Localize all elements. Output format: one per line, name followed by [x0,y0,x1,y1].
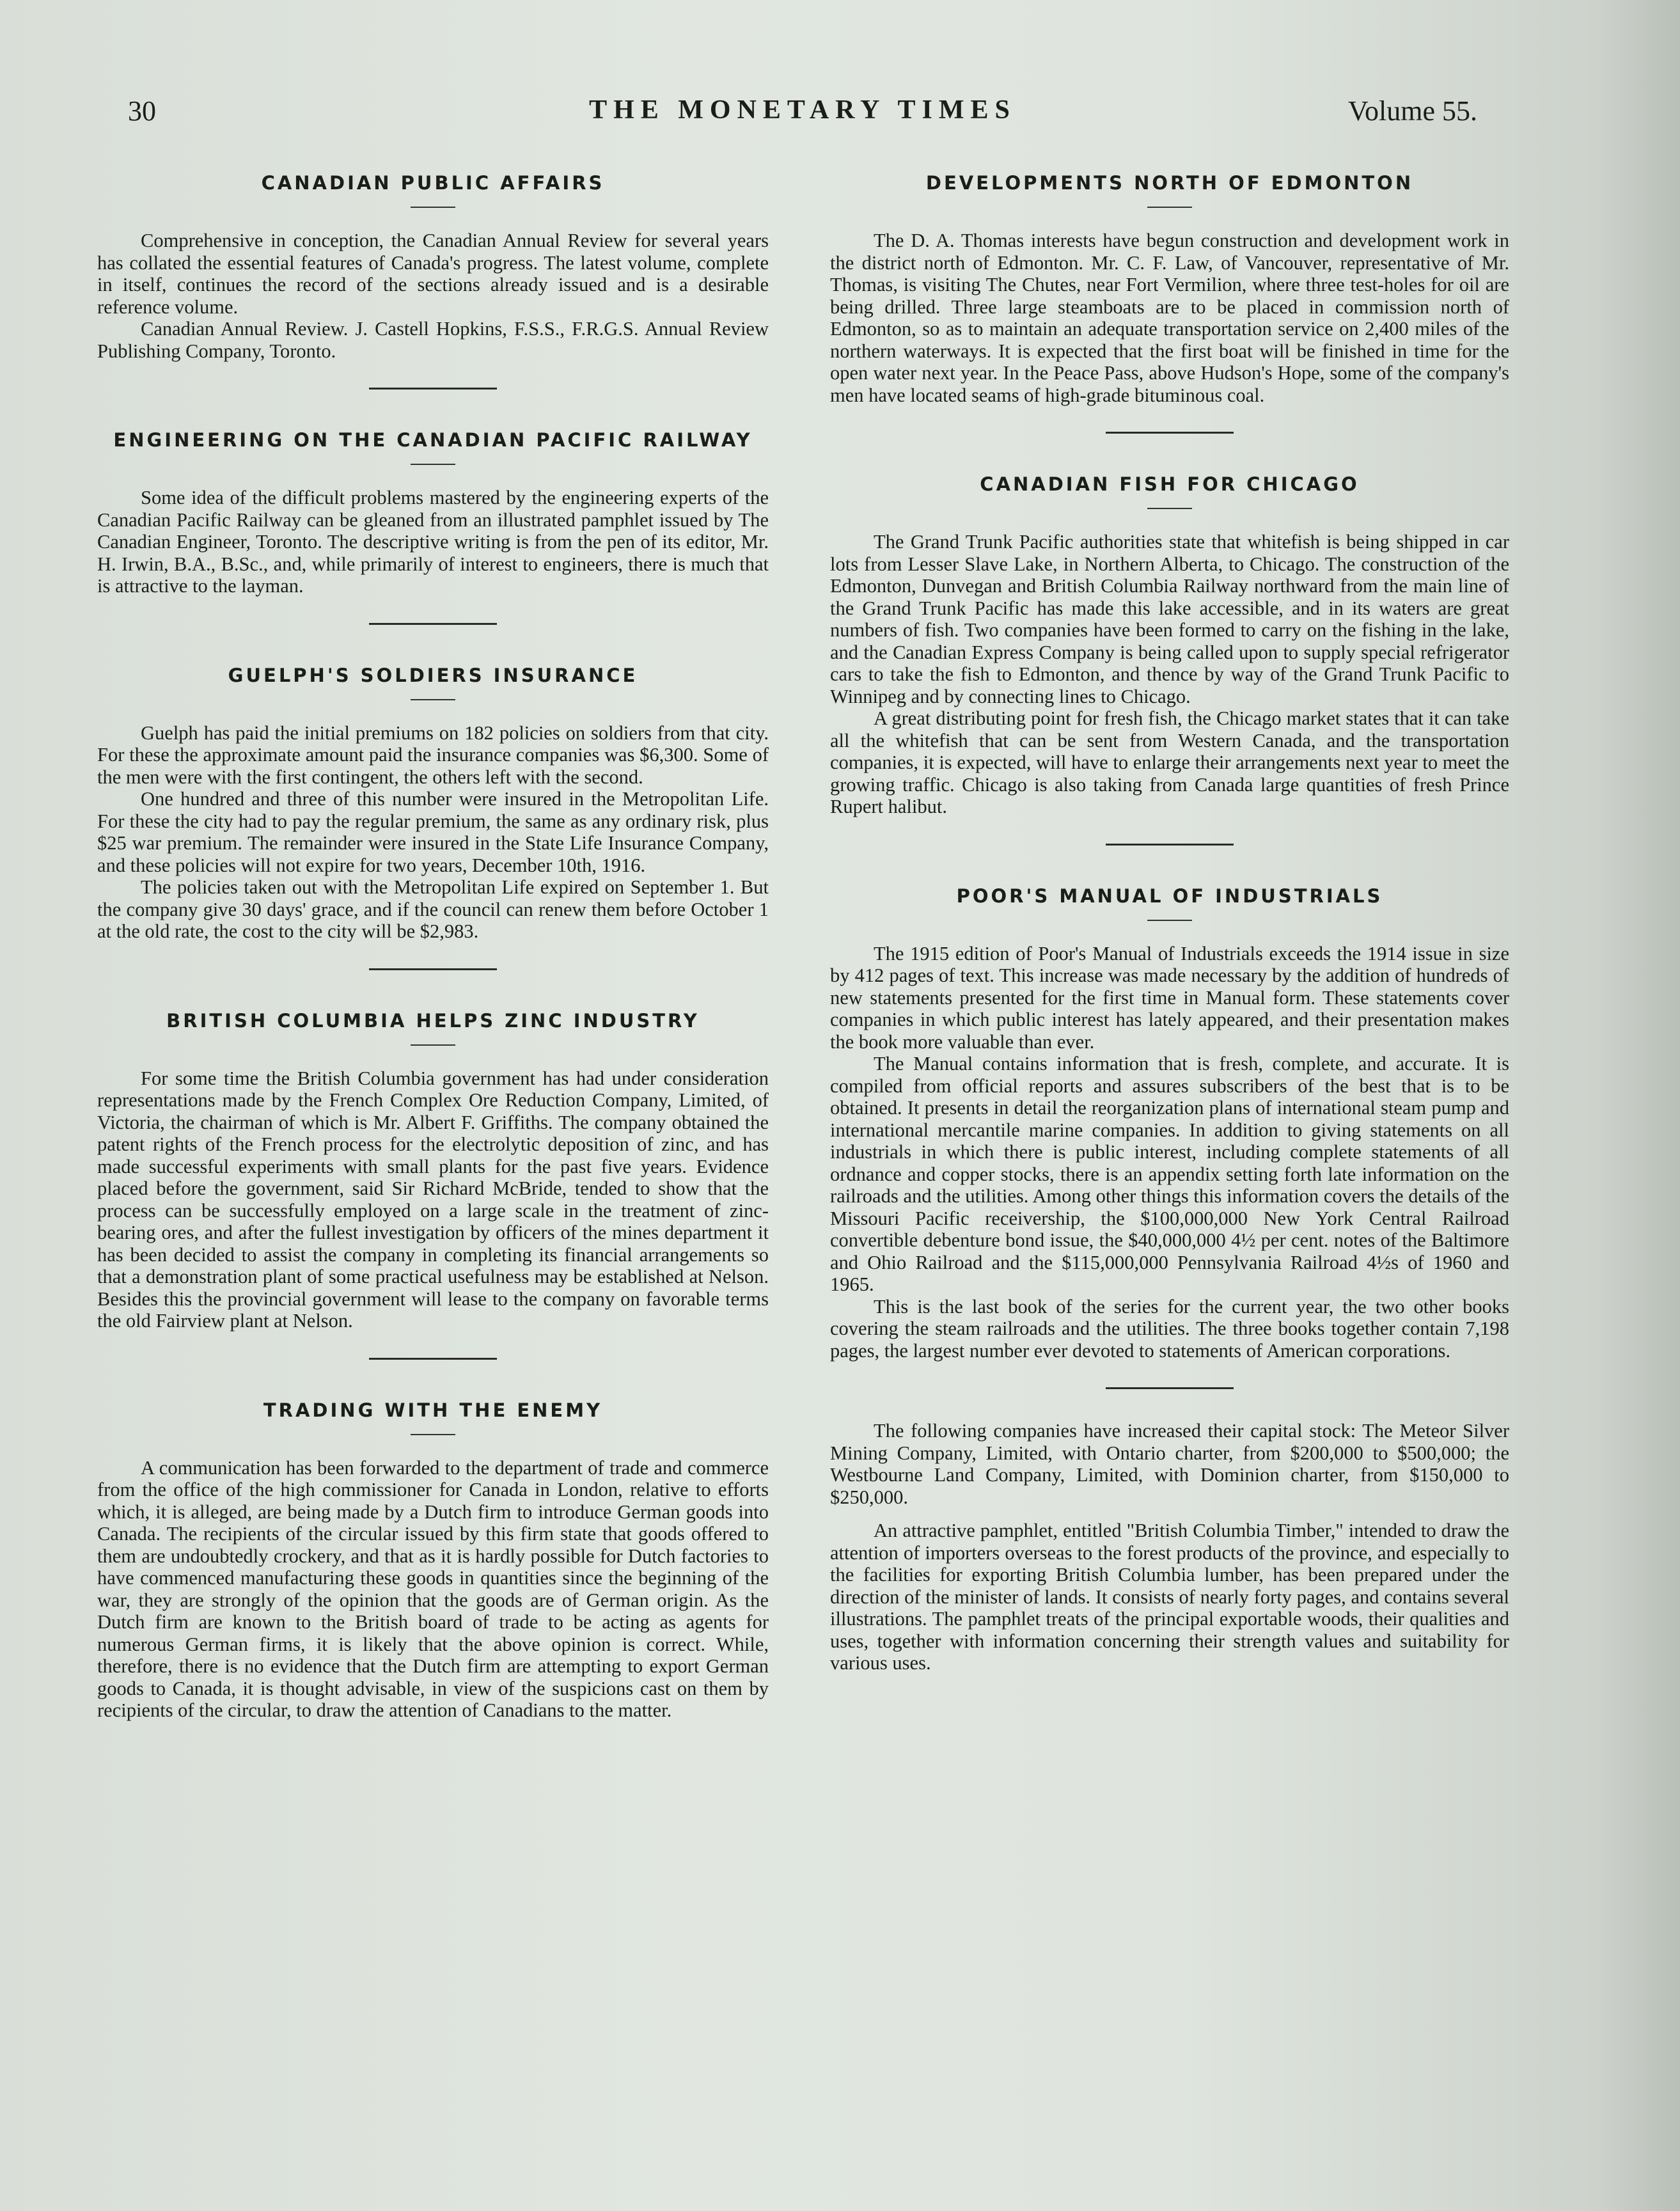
article-title: BRITISH COLUMBIA HELPS ZINC INDUSTRY [166,1009,700,1032]
article [97,420,769,597]
article-paragraph: A communication has been forwarded to the department of trade and commerce from the office of the high commissioner for Canada in London, relative to efforts which, it is alleged, are being made by a Dutch firm to introduce German goods into Canada. The recipients of the circular issued by this firm state that goods offered to them are undoubtedly crockery, and that as it is hardly possible for Dutch factories to have commenced manufacturing these goods in quantities since the beginning of the war, they are strongly of the opinion that the goods are of German origin. As the Dutch firm are known to the British board of trade to be acting as agents for numerous German firms, it is likely that the above opinion is correct. While, therefore, there is no evidence that the Dutch firm are attempting to export German goods to Canada, it is thought advisable, in view of the suspicions cast on them by recipients of the circular, to draw the attention of Canadians to the matter. [97,1456,769,1721]
article-title: CANADIAN FISH FOR CHICAGO [980,473,1360,495]
title-rule [411,207,455,208]
article-paragraph: A great distributing point for fresh fish, the Chicago market states that it can take all the whitefish that can be sent from Western Canada, and the transportation companies, it is expected, will have to enlarge their arrangements next year to meet the growing traffic. Chicago is also taking from Canada large quantities of fresh Prince Rupert halibut. [830,707,1509,817]
article-title: CANADIAN PUBLIC AFFAIRS [261,172,605,194]
article [97,1390,769,1722]
title-rule [411,1434,455,1435]
title-rule [411,1044,455,1046]
article-paragraph: Canadian Annual Review. J. Castell Hopkins, F.S.S., F.R.G.S. Annual Review Publishing Company, Toronto. [97,318,769,362]
article-title: GUELPH'S SOLDIERS INSURANCE [228,664,638,686]
article [97,1001,769,1332]
title-rule [1147,207,1192,208]
title-rule [1147,508,1192,509]
article-paragraph: The 1915 edition of Poor's Manual of Industrials exceeds the 1914 issue in size by 412 pages of text. This increase was made necessary by the addition of hundreds of new statements presented for the first time in Manual form. These statements cover companies in which public interest has lately appeared, and their presentation makes the book more valuable than ever. [830,942,1509,1053]
title-rule [411,464,455,465]
article-paragraph: The policies taken out with the Metropolitan Life expired on September 1. But the company give 30 days' grace, and if the council can renew them before October 1 at the old rate, the cost to the city will be $2,983. [97,876,769,942]
article-paragraph: The following companies have increased their capital stock: The Meteor Silver Mining Company, Limited, with Ontario charter, from $200,000 to $500,000; the Westbourne Land Company, Limited, with Dominion charter, from $150,000 to $250,000. [830,1420,1509,1508]
article-separator [369,623,497,625]
article-title: POOR'S MANUAL OF INDUSTRIALS [956,885,1383,907]
article [830,163,1509,406]
article [97,163,769,362]
article [830,876,1509,1362]
article-paragraph: The D. A. Thomas interests have begun construction and development work in the district north of Edmonton. Mr. C. F. Law, of Vancouver, representative of Mr. Thomas, is visiting The Chutes, near Fort Vermilion, where three test-holes for oil are being drilled. Three large steamboats are to be placed in commission north of Edmonton, so as to maintain an adequate transportation service on 2,400 miles of the northern waterways. It is expected that the first boat will be finished in time for the open water next year. In the Peace Pass, above Hudson's Hope, some of the company's men have located seams of high-grade bituminous coal. [830,230,1509,406]
volume-label: Volume 55. [1347,95,1477,127]
article-paragraph: The Grand Trunk Pacific authorities state that whitefish is being shipped in car lots from Lesser Slave Lake, in Northern Alberta, to Chicago. The construction of the Edmonton, Dunvegan and British Columbia Railway northward from the main line of the Grand Trunk Pacific has made this lake accessible, and in its waters are great numbers of fish. Two companies have been formed to carry on the fishing in the lake, and the Canadian Express Company is being called upon to supply special refrigerator cars to take the fish to Edmonton, and thence by way of the Grand Trunk Pacific to Winnipeg and by connecting lines to Chicago. [830,531,1509,707]
article-title: ENGINEERING ON THE CANADIAN PACIFIC RAILWAY [113,429,753,451]
article [830,464,1509,818]
article [97,656,769,943]
article-separator [369,968,497,970]
article-paragraph: Comprehensive in conception, the Canadian Annual Review for several years has collated the essential features of Canada's progress. The latest volume, complete in itself, continues the record of the sections already issued and is a desirable reference volume. [97,230,769,318]
article-paragraph: The Manual contains information that is fresh, complete, and accurate. It is compiled from official reports and assures subscribers of the best that is to be obtained. It presents in detail the reorganization plans of international steam pump and international mercantile marine companies. In addition to giving statements on all industrials in which there is public interest, including complete statements of all ordnance and copper stocks, there is an appendix setting forth late information on the railroads and the utilities. Among other things this information covers the details of the Missouri Pacific receivership, the $100,000,000 New York Central Railroad convertible debenture bond issue, the $40,000,000 4½ per cent. notes of the Baltimore and Ohio Railroad and the $115,000,000 Pennsylvania Railroad 4½s of 1960 and 1965. [830,1053,1509,1295]
article-paragraph: For some time the British Columbia government has had under consideration representations made by the French Complex Ore Reduction Company, Limited, of Victoria, the chairman of which is Mr. Albert F. Griffiths. The company obtained the patent rights of the French process for the electrolytic deposition of zinc, and has made successful experiments with small plants for the past five years. Evidence placed before the government, said Sir Richard McBride, tended to show that the process can be successfully employed on a large scale in the treatment of zinc-bearing ores, and after the fullest investigation by officers of the mines department it has been decided to assist the company in completing its financial arrangements so that a demonstration plant of some practical usefulness may be established at Nelson. Besides this the provincial government will lease to the company on favorable terms the old Fairview plant at Nelson. [97,1067,769,1332]
article-paragraph: Some idea of the difficult problems mastered by the engineering experts of the Canadian Pacific Railway can be gleaned from an illustrated pamphlet issued by The Canadian Engineer, Toronto. The descriptive writing is from the pen of its editor, Mr. H. Irwin, B.A., B.Sc., and, while primarily of interest to engineers, there is much that is attractive to the layman. [97,487,769,597]
article-separator [1106,432,1234,434]
right-column [830,163,1509,1674]
article-separator [1106,844,1234,846]
article-paragraph: This is the last book of the series for the current year, the two other books covering the steam railroads and the utilities. The three books together contain 7,198 pages, the largest number ever devoted to statements of American corporations. [830,1295,1509,1362]
title-rule [1147,920,1192,921]
article-separator [369,1358,497,1360]
article-paragraph: One hundred and three of this number were insured in the Metropolitan Life. For these the city had to pay the regular premium, the same as any ordinary risk, plus $25 war premium. The remainder were insured in the State Life Insurance Company, and these policies will not expire for two years, December 10th, 1916. [97,788,769,876]
article-title: TRADING WITH THE ENEMY [263,1399,603,1421]
article [830,1420,1509,1674]
article-separator [1106,1387,1234,1389]
article-separator [369,388,497,389]
article-title: DEVELOPMENTS NORTH OF EDMONTON [925,172,1414,194]
publication-title: THE MONETARY TIMES [589,95,1016,125]
page-header [128,95,1477,139]
article-paragraph: Guelph has paid the initial premiums on 182 policies on soldiers from that city. For these the approximate amount paid the insurance companies was $6,300. Some of the men were with the first contingent, the others left with the second. [97,721,769,788]
article-paragraph: An attractive pamphlet, entitled "British Columbia Timber," intended to draw the attention of importers overseas to the forest products of the province, and especially to the facilities for exporting British Columbia lumber, has been prepared under the direction of the minister of lands. It consists of nearly forty pages, and contains several illustrations. The pamphlet treats of the principal exportable woods, their qualities and uses, together with information concerning their strength values and suitability for various uses. [830,1520,1509,1674]
page-number: 30 [128,95,156,127]
left-column [97,163,769,1722]
title-rule [411,699,455,700]
